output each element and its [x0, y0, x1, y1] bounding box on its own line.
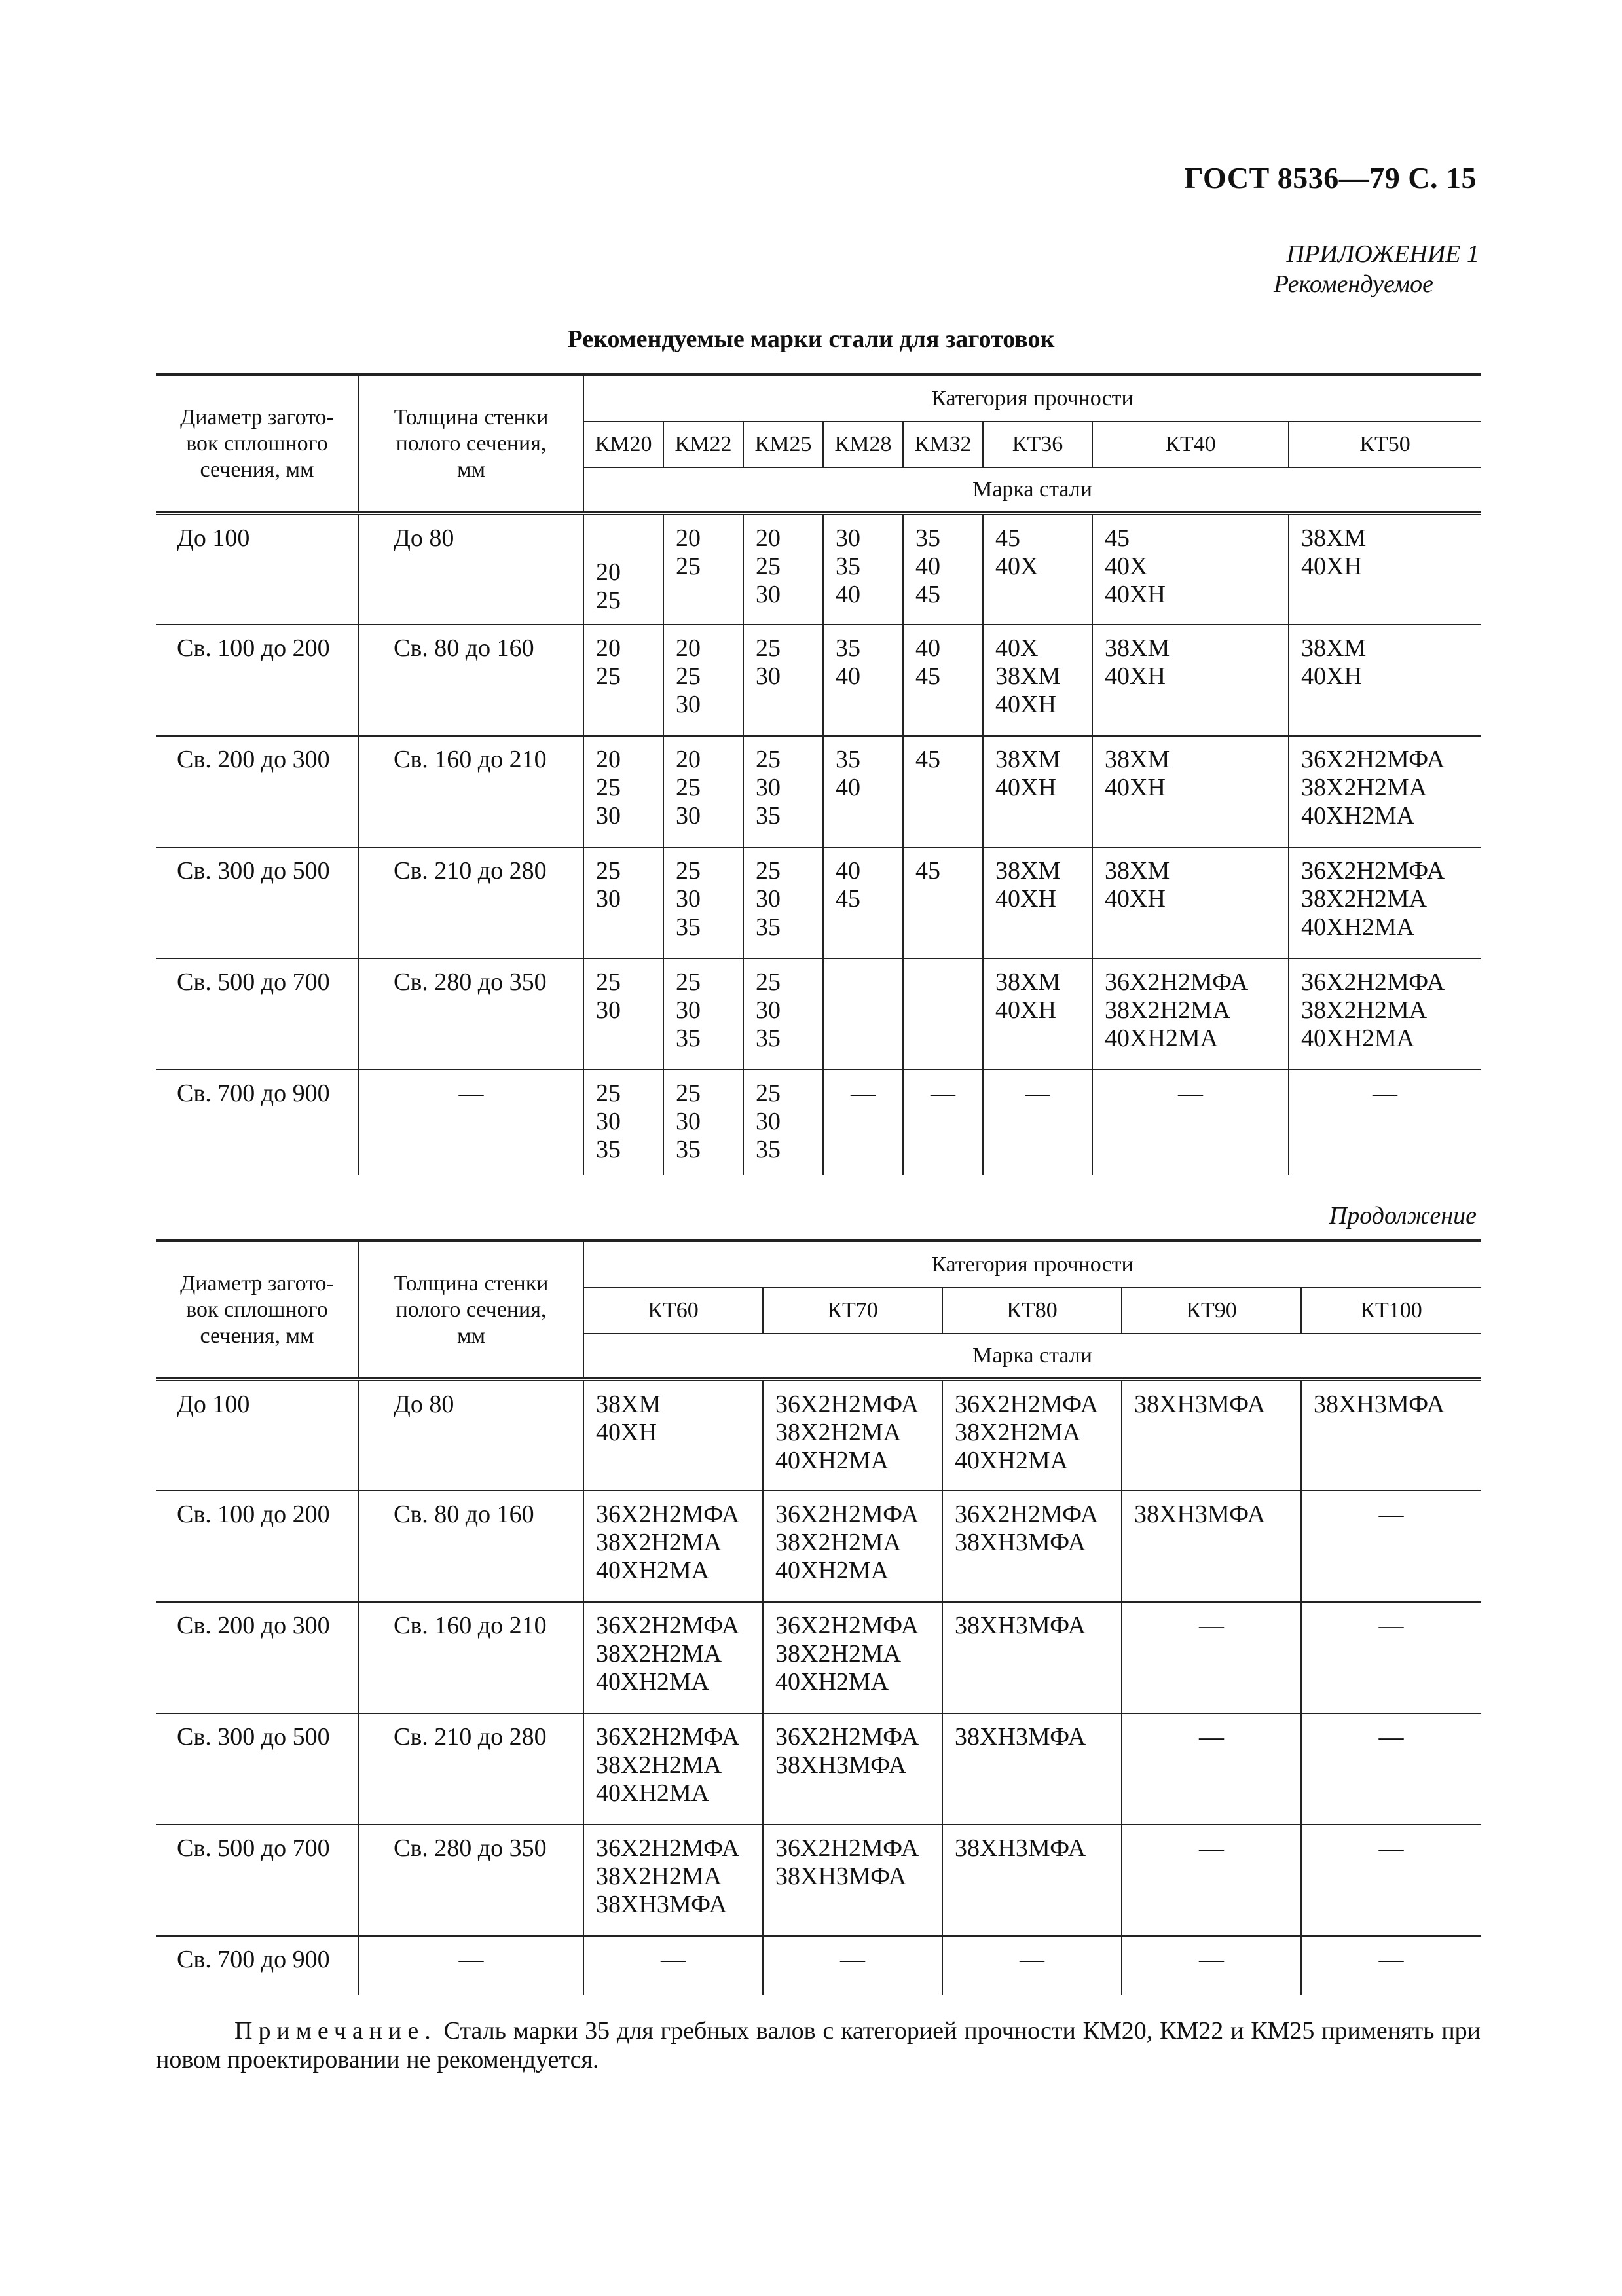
table-row — [156, 958, 1481, 1070]
steel-grade-cell: 38ХН3МФА — [942, 1602, 1122, 1713]
grade-header: КМ20 — [583, 422, 663, 467]
steel-grade-cell: 35 40 — [823, 736, 903, 847]
diameter-cell: Св. 500 до 700 — [156, 958, 359, 1070]
steel-grade-cell: 38ХМ 40ХН — [583, 1379, 763, 1491]
steel-grade-cell: 36Х2Н2МФА 38Х2Н2МА 40ХН2МА — [763, 1491, 942, 1602]
header-category: Категория прочности — [583, 1241, 1481, 1288]
grade-header: КТ80 — [942, 1288, 1122, 1334]
steel-grade-cell: 45 — [903, 847, 983, 958]
steel-grade-cell: — — [1301, 1825, 1481, 1936]
grade-header: КТ40 — [1092, 422, 1289, 467]
diameter-cell: Св. 300 до 500 — [156, 847, 359, 958]
steel-grade-cell: 20 25 — [583, 513, 663, 625]
steel-grade-cell: 36Х2Н2МФА 38Х2Н2МА 40ХН2МА — [763, 1379, 942, 1491]
header-diameter: Диаметр загото- вок сплошного сечения, мм — [156, 1241, 359, 1379]
thickness-cell: Св. 210 до 280 — [359, 1713, 583, 1825]
steel-grade-cell: 36Х2Н2МФА 38ХН3МФА — [942, 1491, 1122, 1602]
thickness-cell: Св. 280 до 350 — [359, 958, 583, 1070]
steel-grade-cell: 25 30 — [583, 958, 663, 1070]
steel-grade-cell: 38ХМ 40ХН — [983, 736, 1092, 847]
thickness-cell: — — [359, 1070, 583, 1175]
diameter-cell: Св. 200 до 300 — [156, 736, 359, 847]
steel-grade-cell: 25 30 35 — [663, 847, 743, 958]
steel-grade-cell: 36Х2Н2МФА 38Х2Н2МА 40ХН2МА — [763, 1602, 942, 1713]
steel-grade-cell: 36Х2Н2МФА 38Х2Н2МА 40ХН2МА — [583, 1602, 763, 1713]
steel-grade-cell: 20 25 30 — [663, 736, 743, 847]
header-diameter: Диаметр загото- вок сплошного сечения, мм — [156, 374, 359, 513]
steel-grade-cell: 25 30 35 — [743, 1070, 823, 1175]
steel-grade-cell: 20 25 30 — [583, 736, 663, 847]
table-row — [156, 1713, 1481, 1825]
grade-header: КТ90 — [1122, 1288, 1301, 1334]
steel-grade-cell: 38ХН3МФА — [942, 1825, 1122, 1936]
steel-grade-cell: — — [1092, 1070, 1289, 1175]
table-row — [156, 1936, 1481, 1995]
steel-grade-cell — [823, 958, 903, 1070]
steel-grade-cell: — — [903, 1070, 983, 1175]
header-thickness: Толщина стенки полого сечения, мм — [359, 374, 583, 513]
table-row — [156, 1379, 1481, 1491]
steel-grade-cell: — — [1301, 1602, 1481, 1713]
steel-grade-cell: 38ХН3МФА — [942, 1713, 1122, 1825]
steel-grade-cell: 25 30 35 — [583, 1070, 663, 1175]
table-row — [156, 625, 1481, 736]
steel-grade-cell: 40 45 — [903, 625, 983, 736]
steel-grade-cell: 38ХН3МФА — [1122, 1379, 1301, 1491]
table-row — [156, 1070, 1481, 1175]
thickness-cell: — — [359, 1936, 583, 1995]
diameter-cell: Св. 500 до 700 — [156, 1825, 359, 1936]
steel-grade-cell: 36Х2Н2МФА 38ХН3МФА — [763, 1713, 942, 1825]
diameter-cell: Св. 200 до 300 — [156, 1602, 359, 1713]
steel-grades-table-2 — [156, 1239, 1481, 1995]
steel-grade-cell: 38ХМ 40ХН — [983, 958, 1092, 1070]
page-header-title: ГОСТ 8536—79 С. 15 — [1184, 161, 1477, 194]
header-category: Категория прочности — [583, 374, 1481, 422]
steel-grade-cell: 36Х2Н2МФА 38Х2Н2МА 38ХН3МФА — [583, 1825, 763, 1936]
steel-grade-cell: — — [763, 1936, 942, 1995]
steel-grade-cell: 20 25 30 — [743, 513, 823, 625]
steel-grade-cell: 38ХМ 40ХН — [1092, 625, 1289, 736]
grade-header: КМ25 — [743, 422, 823, 467]
thickness-cell: Св. 160 до 210 — [359, 1602, 583, 1713]
steel-grade-cell: 45 — [903, 736, 983, 847]
continuation-label: Продолжение — [1329, 1202, 1477, 1230]
grade-header: КМ32 — [903, 422, 983, 467]
thickness-cell: Св. 160 до 210 — [359, 736, 583, 847]
diameter-cell: Св. 100 до 200 — [156, 625, 359, 736]
thickness-cell: Св. 80 до 160 — [359, 625, 583, 736]
table-row — [156, 1602, 1481, 1713]
table-row — [156, 847, 1481, 958]
diameter-cell: Св. 300 до 500 — [156, 1713, 359, 1825]
steel-grade-cell: 36Х2Н2МФА 38Х2Н2МА 40ХН2МА — [1289, 736, 1481, 847]
grade-header: КМ28 — [823, 422, 903, 467]
steel-grade-cell: 36Х2Н2МФА 38ХН3МФА — [763, 1825, 942, 1936]
steel-grades-table-1 — [156, 373, 1481, 1175]
steel-grade-cell: — — [823, 1070, 903, 1175]
steel-grade-cell: 40Х 38ХМ 40ХН — [983, 625, 1092, 736]
grade-header: КТ50 — [1289, 422, 1481, 467]
table-row — [156, 736, 1481, 847]
appendix-label: ПРИЛОЖЕНИЕ 1 — [1286, 240, 1479, 268]
steel-grade-cell: 35 40 45 — [903, 513, 983, 625]
steel-grade-cell: 20 25 — [583, 625, 663, 736]
header-steel-grade: Марка стали — [583, 1334, 1481, 1379]
diameter-cell: Св. 700 до 900 — [156, 1070, 359, 1175]
diameter-cell: Св. 100 до 200 — [156, 1491, 359, 1602]
table-row — [156, 1491, 1481, 1602]
steel-grade-cell: 45 40Х 40ХН — [1092, 513, 1289, 625]
steel-grade-cell: 40 45 — [823, 847, 903, 958]
grade-header: КТ60 — [583, 1288, 763, 1334]
steel-grade-cell: — — [1301, 1491, 1481, 1602]
table-title: Рекомендуемые марки стали для заготовок — [567, 325, 1055, 353]
steel-grade-cell: 38ХН3МФА — [1301, 1379, 1481, 1491]
steel-grade-cell: 25 30 35 — [663, 958, 743, 1070]
steel-grade-cell: 38ХМ 40ХН — [1092, 736, 1289, 847]
steel-grade-cell: — — [1122, 1713, 1301, 1825]
thickness-cell: Св. 280 до 350 — [359, 1825, 583, 1936]
steel-grade-cell: — — [1301, 1936, 1481, 1995]
steel-grade-cell: 38ХМ 40ХН — [1289, 513, 1481, 625]
note-paragraph — [156, 2016, 1481, 2074]
steel-grade-cell: 36Х2Н2МФА 38Х2Н2МА 40ХН2МА — [1289, 847, 1481, 958]
steel-grade-cell: — — [1122, 1936, 1301, 1995]
steel-grade-cell: 35 40 — [823, 625, 903, 736]
grade-header: КТ100 — [1301, 1288, 1481, 1334]
steel-grade-cell: 45 40Х — [983, 513, 1092, 625]
thickness-cell: До 80 — [359, 513, 583, 625]
appendix-sublabel: Рекомендуемое — [1273, 270, 1433, 298]
header-steel-grade: Марка стали — [583, 467, 1481, 513]
steel-grade-cell: 36Х2Н2МФА 38Х2Н2МА 40ХН2МА — [942, 1379, 1122, 1491]
note-text: Сталь марки 35 для гребных валов с категорией прочности КМ20, КМ22 и КМ25 применять при новом проектировании не рекомендуется. — [156, 2017, 1481, 2073]
steel-grade-cell: 38ХН3МФА — [1122, 1491, 1301, 1602]
steel-grade-cell: — — [1122, 1825, 1301, 1936]
steel-grade-cell: 38ХМ 40ХН — [1092, 847, 1289, 958]
steel-grade-cell: 25 30 — [743, 625, 823, 736]
grade-header: КТ36 — [983, 422, 1092, 467]
header-thickness: Толщина стенки полого сечения, мм — [359, 1241, 583, 1379]
steel-grade-cell: 25 30 — [583, 847, 663, 958]
appendix-label-block — [1274, 239, 1479, 299]
grade-header: КМ22 — [663, 422, 743, 467]
steel-grade-cell: — — [942, 1936, 1122, 1995]
steel-grade-cell: 36Х2Н2МФА 38Х2Н2МА 40ХН2МА — [583, 1491, 763, 1602]
steel-grade-cell: 36Х2Н2МФА 38Х2Н2МА 40ХН2МА — [1289, 958, 1481, 1070]
thickness-cell: Св. 210 до 280 — [359, 847, 583, 958]
steel-grade-cell: 25 30 35 — [743, 847, 823, 958]
steel-grade-cell: — — [583, 1936, 763, 1995]
steel-grade-cell: — — [983, 1070, 1092, 1175]
steel-grade-cell — [903, 958, 983, 1070]
steel-grade-cell: 38ХМ 40ХН — [1289, 625, 1481, 736]
steel-grade-cell: 30 35 40 — [823, 513, 903, 625]
steel-grade-cell: 20 25 — [663, 513, 743, 625]
diameter-cell: До 100 — [156, 1379, 359, 1491]
thickness-cell: До 80 — [359, 1379, 583, 1491]
table-2-body — [156, 1379, 1481, 1995]
table-row — [156, 1825, 1481, 1936]
steel-grade-cell: 36Х2Н2МФА 38Х2Н2МА 40ХН2МА — [583, 1713, 763, 1825]
grade-header: КТ70 — [763, 1288, 942, 1334]
note-label: Примечание. — [234, 2017, 437, 2045]
steel-grade-cell: — — [1122, 1602, 1301, 1713]
table-row — [156, 513, 1481, 625]
diameter-cell: До 100 — [156, 513, 359, 625]
thickness-cell: Св. 80 до 160 — [359, 1491, 583, 1602]
steel-grade-cell: — — [1289, 1070, 1481, 1175]
steel-grade-cell: 36Х2Н2МФА 38Х2Н2МА 40ХН2МА — [1092, 958, 1289, 1070]
steel-grade-cell: 25 30 35 — [743, 958, 823, 1070]
diameter-cell: Св. 700 до 900 — [156, 1936, 359, 1995]
steel-grade-cell: 25 30 35 — [663, 1070, 743, 1175]
steel-grade-cell: 20 25 30 — [663, 625, 743, 736]
steel-grade-cell: 38ХМ 40ХН — [983, 847, 1092, 958]
table-1-body — [156, 513, 1481, 1175]
steel-grade-cell: — — [1301, 1713, 1481, 1825]
steel-grade-cell: 25 30 35 — [743, 736, 823, 847]
